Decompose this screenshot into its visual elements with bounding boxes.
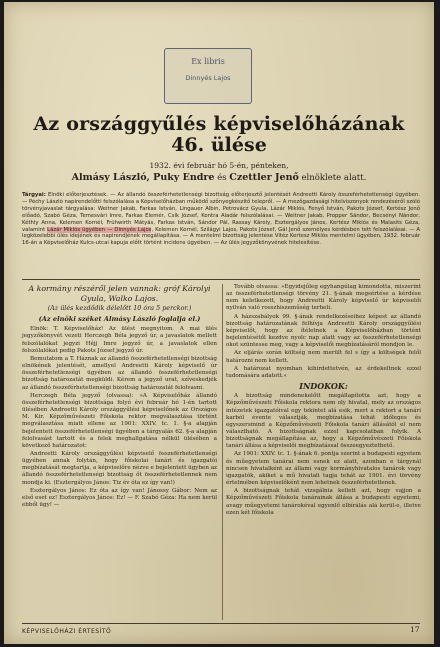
government-present-note: A kormány részéről jelen vannak: gróf Károlyi Gyula, Walko Lajos. [28, 284, 211, 303]
paragraph: Elnök: T. Képviselőház! Az ülést megnyitom. A mai ülés jegyzőkönyvét vezeti Herczegh Béla jegyző úr, a javaslatok mellett felszólalókat jegyzi Héjj Imre jegyző úr, a javaslatok ellen felszólalókat pedig Pakots József jegyző úr. [22, 326, 217, 354]
session-start-note: (Az ülés kezdődik délelőtt 10 óra 5 perckor.) [47, 304, 192, 312]
paragraph: Esztergályos János: Ez óta az így van! Jánossy Gábor: Nem az első eset ez! Esztergályos János: Ez! — F. Szabó Géza: Ha nem kerül ebből ügy! — [22, 487, 217, 509]
section-heading: INDOKOK: [299, 381, 348, 392]
stamp-line1: Ex libris [191, 57, 225, 66]
footer-divider [22, 623, 420, 624]
chairs-name3: Czettler Jenő [229, 172, 299, 183]
paragraph: Bemutatom a T. Háznak az állandó összeférhetetlenségi bizottság elnökének jelentését, amellyel Andreetti Károly képviselő úr összeférhetetlenségi ügyében az állandó összeférhetetlenségi bizottság határozatát megküldi. Kérem a jegyző urat, szíveskedjék az állandó összeférhetetlenségi bizottság határozatát felolvasni. [22, 355, 217, 391]
agenda-text-before: Elnöki előterjesztések. — Az állandó összeférhetetlenségi bizottság előterjesztő jelentését Andreetti Károly összeférhetetlenségi ügyében. — Péchy László napirendelőtti felszólalása a Képviselőházban működő szőnyegkészítő telepről. — A mezőgazdasági hitelviszonyok rendezéséről szóló törvényjavaslat tárgyalása: Weitner Jakab, Farkas István, Lingauer Albin, Petrovácz Gyula, Lázár Miklós, Fenyő István, Pakots József, Kertész Jenő előadó, Szabó Géza, Temesvári Imre, Farkas Elemér, Csík József, Kontra Aladár felszólalásai. — Weitner Jakab, Propper Sándor, Becsényi Nándor, Kéthly Anna, Kelemen Kornél, Frühwirth Mátyás, Farkas István, Sándor Pál, Rassay Károly, Esztergályos János, Kertész Miklós és Malasits Géza, valamint [22, 192, 421, 233]
page-title: Az országgyűlés képviselőházának [33, 113, 405, 135]
chairs-conj: és [217, 173, 227, 183]
left-column [22, 284, 217, 510]
chairs-suffix: elnöklete alatt. [301, 173, 367, 183]
ex-libris-stamp [164, 48, 252, 104]
agenda-text-after: , Kelemen Kornél, Szilágyi Lajos, Pakots József, Gál Jenő személyes kérdésben tett felszólalásai. — A legközelebbi ülés idejének és napirendjének megállapítása. — A mentelmi bizottság jelentése Vitéz Kertesz Miklós mentelmi ügyében, 1932. február 16-án a Képviselőház Kulcs-utcai kapuja előtt történt incidens ügyében. — Az ülés jegyzőkönyvének hitelesítése. [22, 226, 420, 247]
agenda-label: Tárgyai: [22, 192, 46, 198]
agenda-block [22, 192, 420, 247]
chairs-names: Almásy László, Puky Endre [71, 172, 215, 183]
session-chairs [4, 172, 434, 183]
paragraph: A házszabályok 99. §-ának rendelkezéseihez képest az állandó bizottság határozatának felhívja Andreetti Károly országgyűlési képviselőt, hogy az ítéletnek a Képviselőházban történt bejelentésétől kezdve nyolc nap alatt vagy az összeférhetetlenségi okot szüntesse meg, vagy a képviselői megbízatásáról mondjon le. [226, 313, 421, 349]
paragraph: A határozat nyomban kihirdettetvén, az érdekeltnek ezzel tudomására adatott.« [226, 365, 421, 379]
right-column [226, 284, 421, 518]
paragraph: Az 1901: XXIV. tc. 1. §-ának 6. pontja szerint a budapesti egyetem és műegyetem tanárai nem esnek ez alatt, azonban e tárgynál nincsen hivatalként az állami vagy kormányhivatalos tanárok vagy igazgatók, akiket a mű hivatali tagja tehát az 1901. évi törvény értelmében képviselőként nem lehetnek összeférhetetlenek. [226, 451, 421, 487]
page-number: 17 [410, 625, 420, 634]
paragraph: Andreetti Károly országgyűlési képviselő összeférhetetlenségi ügyében annak folytán, hogy főiskolai tanári és igazgatói megbízatását megtartja, a képviselőre nézve e bejelentett ügyben az állandó összeférhetetlenségi bizottság őt összeférhetetlennek nem mondja ki. (Esztergályos János: Tiz év óta ez így van!) [22, 450, 217, 486]
paragraph: A bizottságnak tehát vizsgálnia kellett azt, hogy vajjon a Képzőművészeti Főiskola tanárainak állása a budapesti egyetemi, avagy műegyetemi tanárokéval egyenlő elbírálás alá kerül-e, illetve ezen két főiskola [226, 488, 421, 516]
session-number: 46. ülése [171, 134, 267, 156]
agenda-highlight: Lázár Miklós ügyében — Dinnyés Lajos [47, 226, 152, 233]
paragraph: Herczegh Béla jegyző (olvassa): »A Képviselőház állandó összeférhetetlenségi bizottsága folyó évi február hó 1-én tartott ülésében Andreetti Károly országgyűlési képviselőnek az Országos M. Kir. Képzőművészeti Főiskola rektor megválasztása történt megválasztása miatt ellene az 1901: XXIV. tc. 1. §-a alapján bejelentett összeférhetetlenségi ügyében a tárgyalás 62. §-a alapján felolvasást tartott és a felek meghallgatása nélkül ülésében a következő határozatot: [22, 392, 217, 449]
paragraph: A bizottság mindenekelőtt megállapította azt, hogy a Képzőművészeti Főiskola rektora nem oly hivatal, mely az országos intézetek igazgatóival egy tekintet alá esik, mert a rektort a tanári karból évente választják, megbízatása tehát időleges és egyszersmind a Képzőművészeti Főiskola tanári állásától el nem választható. A bizottságnak ezzel kapcsolatban folyik. A bizottságnak megállapítása az, hogy a Képzőművészeti Főiskola tanári állása a képviselői megbízatással összeegyeztethető. [226, 393, 421, 450]
session-date: 1932. évi február hó 5-én, pénteken, [149, 161, 289, 170]
column-divider [222, 284, 223, 620]
section-divider [22, 279, 420, 280]
footer-publication: KÉPVISELŐHÁZI ÉRTESÍTŐ [22, 628, 112, 635]
paragraph: Az eljárás során költség nem merült fel s így a költségek felől határozni nem kellett. [226, 350, 421, 364]
document-page [4, 2, 434, 644]
stamp-line2: Dinnyés Lajos [185, 74, 231, 82]
paragraph: Tovább olvassa: »Egyidejűleg egyhangúlag kimondotta, miszerint az összeférhetetlenségi törvény 21. §-ának megsértése a kérdése nem keletkezett, hogy Andreetti Károly képviselő úr képviselői nyilván való rosszhiszeműség terheli. [226, 284, 421, 312]
chair-note: (Az elnöki széket Almásy László foglalja el.) [38, 315, 201, 324]
